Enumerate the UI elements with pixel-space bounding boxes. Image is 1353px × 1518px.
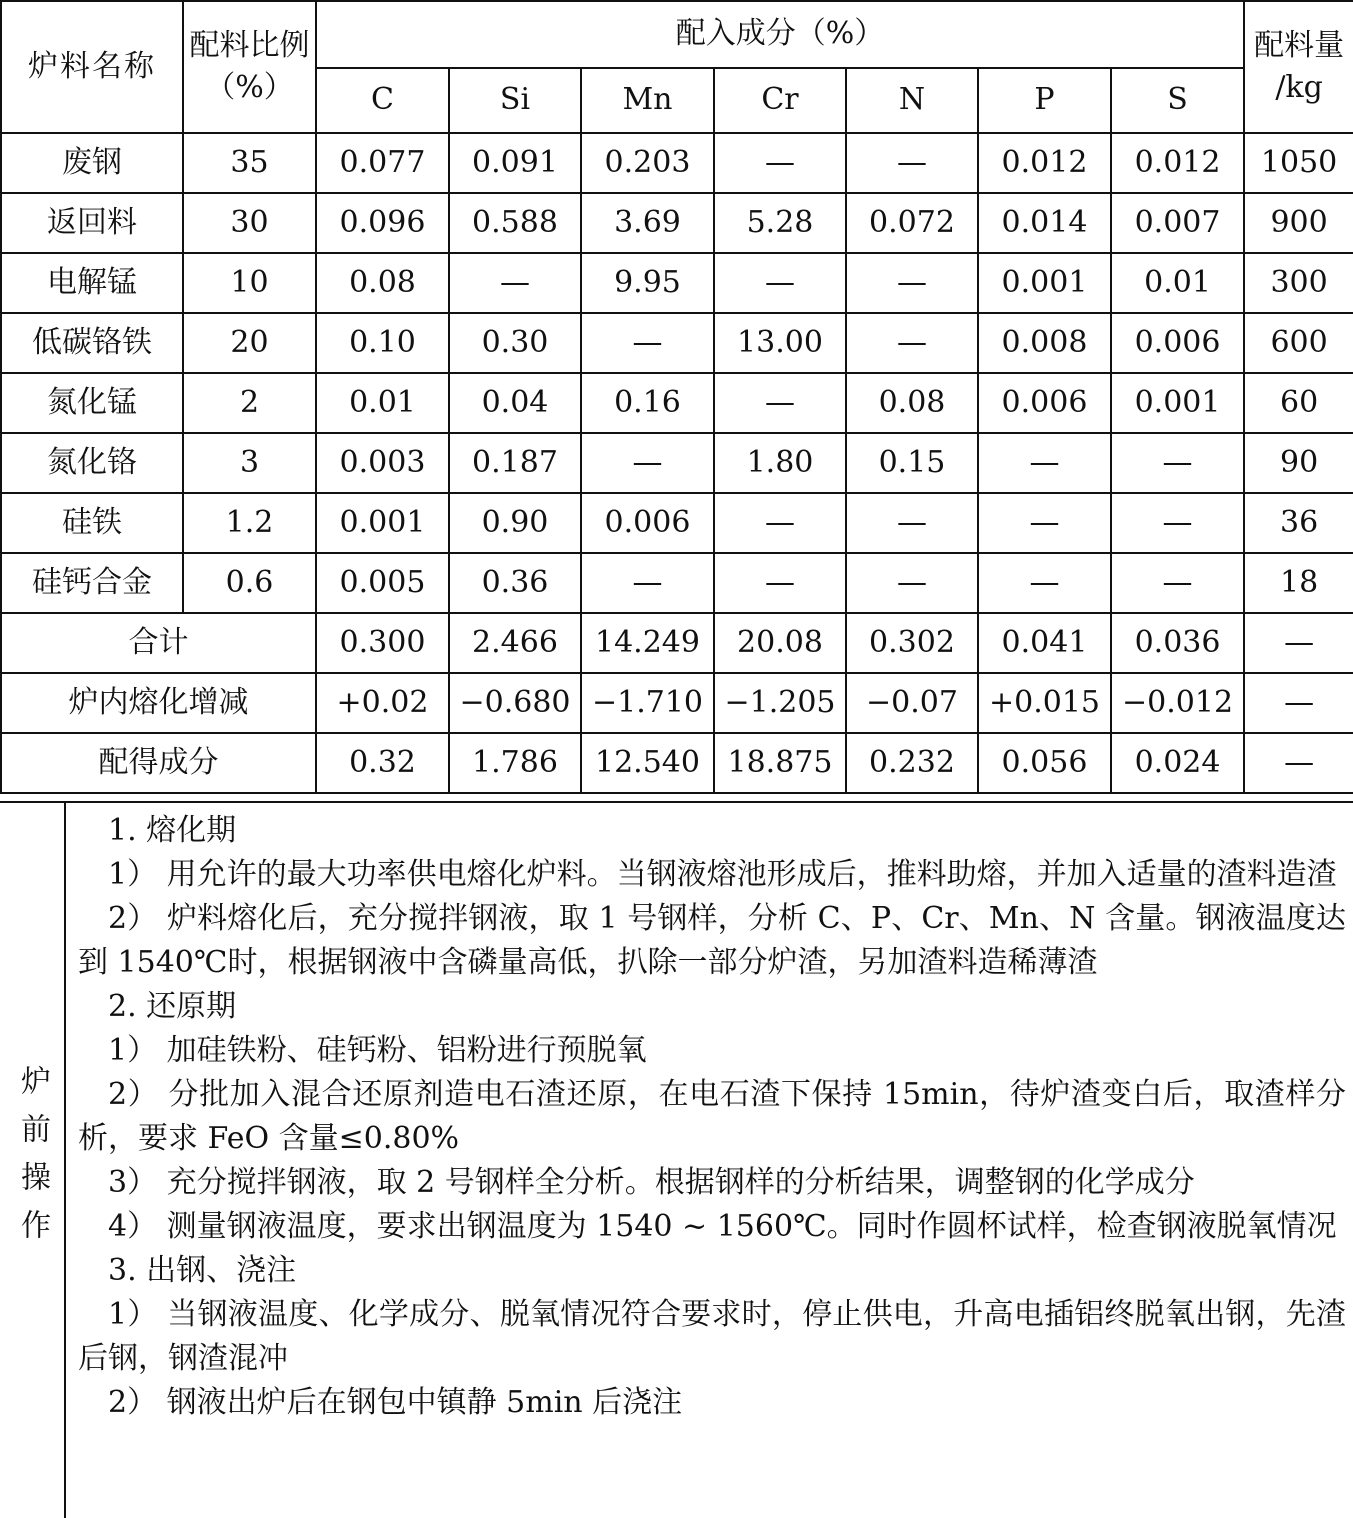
component-cell: 0.36: [449, 553, 581, 613]
table-row: [1, 493, 1353, 553]
component-cell: 0.10: [316, 313, 449, 373]
header-element-n: N: [846, 68, 978, 133]
component-cell: 0.01: [316, 373, 449, 433]
ratio-cell: 0.6: [183, 553, 316, 613]
component-cell: 0.012: [1111, 133, 1244, 193]
amount-cell: 36: [1244, 493, 1353, 553]
material-name-cell: 氮化锰: [1, 373, 183, 433]
header-ratio: [183, 1, 316, 133]
component-cell: —: [846, 133, 978, 193]
component-cell: —: [714, 493, 846, 553]
amount-cell: 1050: [1244, 133, 1353, 193]
summary-value-cell: +0.02: [316, 673, 449, 733]
amount-cell: 300: [1244, 253, 1353, 313]
component-cell: 0.006: [581, 493, 714, 553]
component-cell: 0.091: [449, 133, 581, 193]
amount-cell: 60: [1244, 373, 1353, 433]
operation-note-line: 3） 充分搅拌钢液，取 2 号钢样全分析。根据钢样的分析结果，调整钢的化学成分: [108, 1165, 1195, 1200]
material-name-cell: 硅铁: [1, 493, 183, 553]
component-cell: 0.001: [978, 253, 1111, 313]
component-cell: 5.28: [714, 193, 846, 253]
table-row: [1, 133, 1353, 193]
summary-label: 炉内熔化增减: [1, 673, 316, 733]
summary-row: [1, 613, 1353, 673]
amount-cell: 90: [1244, 433, 1353, 493]
summary-value-cell: 14.249: [581, 613, 714, 673]
side-label-text: 炉前操作: [15, 1064, 50, 1257]
component-cell: —: [714, 133, 846, 193]
amount-cell: 600: [1244, 313, 1353, 373]
component-cell: 0.01: [1111, 253, 1244, 313]
component-cell: 1.80: [714, 433, 846, 493]
summary-value-cell: −1.205: [714, 673, 846, 733]
header-element-p: P: [978, 68, 1111, 133]
summary-value-cell: 2.466: [449, 613, 581, 673]
material-name-cell: 氮化铬: [1, 433, 183, 493]
component-cell: 0.096: [316, 193, 449, 253]
operation-note-line: 2） 钢液出炉后在钢包中镇静 5min 后浇注: [108, 1385, 683, 1420]
header-amount: [1244, 1, 1353, 133]
operation-note-line: 3. 出钢、浇注: [108, 1253, 297, 1288]
table-row: [1, 193, 1353, 253]
component-cell: 0.203: [581, 133, 714, 193]
component-cell: —: [581, 433, 714, 493]
component-cell: —: [978, 433, 1111, 493]
component-cell: 0.005: [316, 553, 449, 613]
header-amount-line1: 配料量: [1254, 27, 1345, 63]
component-cell: —: [846, 253, 978, 313]
header-ratio-line1: 配料比例: [189, 27, 310, 63]
component-cell: 0.006: [978, 373, 1111, 433]
summary-value-cell: 1.786: [449, 733, 581, 793]
component-cell: 0.187: [449, 433, 581, 493]
component-cell: 0.077: [316, 133, 449, 193]
operation-note-line: 2） 分批加入混合还原剂造电石渣还原，在电石渣下保持 15min，待炉渣变白后，取渣样分析，要求 FeO 含量≤0.80%: [78, 1077, 1346, 1156]
operation-note-line: 1） 加硅铁粉、硅钙粉、铝粉进行预脱氧: [108, 1033, 647, 1068]
operation-note-line: 2. 还原期: [108, 989, 237, 1024]
component-cell: —: [581, 553, 714, 613]
summary-value-cell: 0.232: [846, 733, 978, 793]
amount-cell: 900: [1244, 193, 1353, 253]
table-row: [1, 313, 1353, 373]
component-cell: —: [978, 493, 1111, 553]
component-cell: 3.69: [581, 193, 714, 253]
material-name-cell: 电解锰: [1, 253, 183, 313]
furnace-operation-label: [0, 803, 66, 1518]
ratio-cell: 2: [183, 373, 316, 433]
summary-value-cell: −1.710: [581, 673, 714, 733]
summary-value-cell: 18.875: [714, 733, 846, 793]
operation-note-line: 2） 炉料熔化后，充分搅拌钢液，取 1 号钢样，分析 C、P、Cr、Mn、N 含量。钢液温度达到 1540℃时，根据钢液中含磷量高低，扒除一部分炉渣，另加渣料造稀薄渣: [78, 901, 1346, 980]
component-cell: 0.001: [316, 493, 449, 553]
summary-value-cell: 0.302: [846, 613, 978, 673]
component-cell: 0.588: [449, 193, 581, 253]
header-element-si: Si: [449, 68, 581, 133]
operation-notes: [78, 809, 1346, 1425]
summary-value-cell: 12.540: [581, 733, 714, 793]
summary-value-cell: −0.012: [1111, 673, 1244, 733]
table-row: [1, 253, 1353, 313]
component-cell: —: [846, 553, 978, 613]
summary-value-cell: 0.041: [978, 613, 1111, 673]
component-cell: —: [714, 373, 846, 433]
amount-cell: 18: [1244, 553, 1353, 613]
summary-value-cell: 0.300: [316, 613, 449, 673]
component-cell: —: [714, 553, 846, 613]
component-cell: 0.30: [449, 313, 581, 373]
component-cell: 0.08: [316, 253, 449, 313]
material-name-cell: 低碳铬铁: [1, 313, 183, 373]
summary-value-cell: 0.024: [1111, 733, 1244, 793]
component-cell: 0.012: [978, 133, 1111, 193]
summary-amount-cell: —: [1244, 613, 1353, 673]
summary-value-cell: 0.32: [316, 733, 449, 793]
summary-label: 配得成分: [1, 733, 316, 793]
table-row: [1, 553, 1353, 613]
component-cell: 0.04: [449, 373, 581, 433]
summary-value-cell: 0.036: [1111, 613, 1244, 673]
component-cell: 0.001: [1111, 373, 1244, 433]
header-amount-line2: /kg: [1275, 70, 1323, 105]
component-cell: —: [449, 253, 581, 313]
material-name-cell: 硅钙合金: [1, 553, 183, 613]
summary-value-cell: +0.015: [978, 673, 1111, 733]
material-name-cell: 废钢: [1, 133, 183, 193]
component-cell: 0.008: [978, 313, 1111, 373]
furnace-operation-section: [0, 801, 1353, 1516]
operation-note-line: 4） 测量钢液温度，要求出钢温度为 1540 ~ 1560℃。同时作圆杯试样，检查钢液脱氧情况: [108, 1209, 1337, 1244]
summary-label: 合计: [1, 613, 316, 673]
component-cell: —: [1111, 553, 1244, 613]
component-cell: 0.90: [449, 493, 581, 553]
component-cell: 13.00: [714, 313, 846, 373]
summary-value-cell: 0.056: [978, 733, 1111, 793]
summary-row: [1, 733, 1353, 793]
header-element-s: S: [1111, 68, 1244, 133]
component-cell: 0.16: [581, 373, 714, 433]
component-cell: 0.072: [846, 193, 978, 253]
table-row: [1, 373, 1353, 433]
ratio-cell: 30: [183, 193, 316, 253]
summary-amount-cell: —: [1244, 673, 1353, 733]
component-cell: 0.006: [1111, 313, 1244, 373]
ratio-cell: 20: [183, 313, 316, 373]
component-cell: —: [846, 493, 978, 553]
header-element-mn: Mn: [581, 68, 714, 133]
summary-value-cell: −0.07: [846, 673, 978, 733]
operation-note-line: 1. 熔化期: [108, 813, 237, 848]
header-material-name: 炉料名称: [1, 1, 183, 133]
summary-row: [1, 673, 1353, 733]
component-cell: —: [978, 553, 1111, 613]
header-components: 配入成分（%）: [316, 1, 1244, 68]
component-cell: —: [714, 253, 846, 313]
ratio-cell: 10: [183, 253, 316, 313]
material-name-cell: 返回料: [1, 193, 183, 253]
component-cell: 0.014: [978, 193, 1111, 253]
summary-value-cell: −0.680: [449, 673, 581, 733]
component-cell: —: [581, 313, 714, 373]
component-cell: —: [1111, 493, 1244, 553]
component-cell: 9.95: [581, 253, 714, 313]
ratio-cell: 35: [183, 133, 316, 193]
ratio-cell: 1.2: [183, 493, 316, 553]
summary-amount-cell: —: [1244, 733, 1353, 793]
summary-value-cell: 20.08: [714, 613, 846, 673]
header-element-c: C: [316, 68, 449, 133]
component-cell: 0.007: [1111, 193, 1244, 253]
component-cell: —: [1111, 433, 1244, 493]
component-cell: 0.08: [846, 373, 978, 433]
ratio-cell: 3: [183, 433, 316, 493]
component-cell: —: [846, 313, 978, 373]
operation-note-line: 1） 当钢液温度、化学成分、脱氧情况符合要求时，停止供电，升高电插铝终脱氧出钢，先渣后钢，钢渣混冲: [78, 1297, 1346, 1376]
header-ratio-line2: （%）: [205, 70, 294, 105]
operation-note-line: 1） 用允许的最大功率供电熔化炉料。当钢液熔池形成后，推料助熔，并加入适量的渣料造渣: [108, 857, 1337, 892]
component-cell: 0.003: [316, 433, 449, 493]
header-element-cr: Cr: [714, 68, 846, 133]
component-cell: 0.15: [846, 433, 978, 493]
table-row: [1, 433, 1353, 493]
